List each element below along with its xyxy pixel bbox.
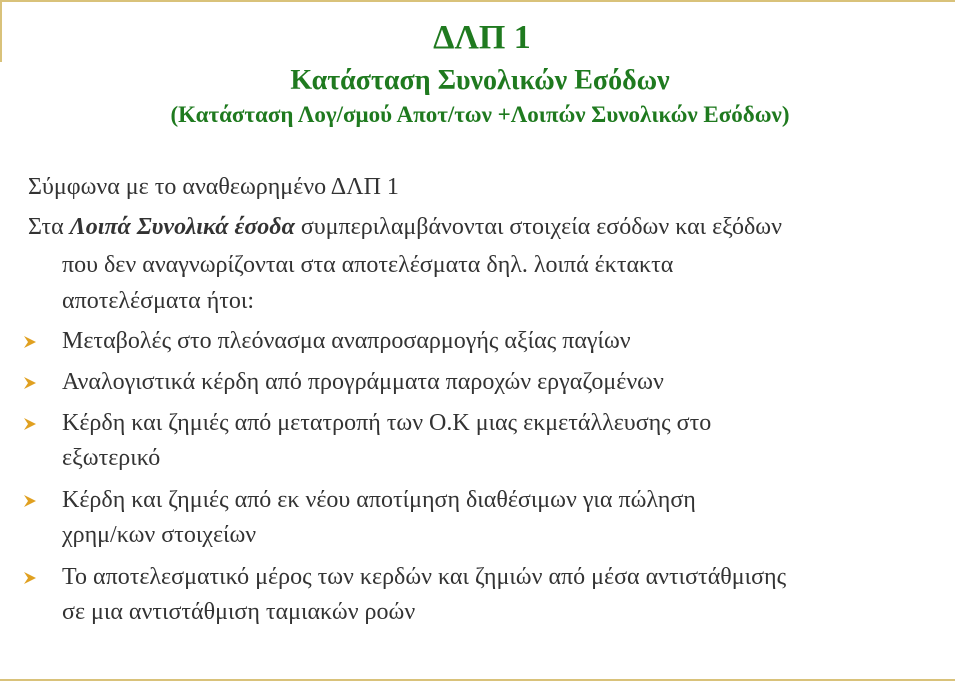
slide-subtitle: Κατάσταση Συνολικών Εσόδων bbox=[290, 65, 670, 96]
slide-frame-bottom bbox=[0, 679, 955, 681]
intro-line-2-emphasis: Λοιπά Συνολικά έσοδα bbox=[69, 214, 295, 240]
arrowhead-bullet-icon bbox=[22, 375, 38, 391]
bullet-1-line-1: Μεταβολές στο πλεόνασμα αναπροσαρμογής αξίας παγίων bbox=[62, 328, 631, 354]
bullet-4-line-2: χρημ/κων στοιχείων bbox=[62, 522, 257, 548]
arrowhead-bullet-icon bbox=[22, 570, 38, 586]
intro-line-4: αποτελέσματα ήτοι: bbox=[62, 288, 255, 314]
bullet-3-line-1: Κέρδη και ζημιές από μετατροπή των Ο.Κ μιας εκμετάλλευσης στο bbox=[62, 410, 712, 436]
bullet-2-line-1: Αναλογιστικά κέρδη από προγράμματα παροχών εργαζομένων bbox=[62, 369, 664, 395]
slide-subtitle-parenthetical: (Κατάσταση Λογ/σμού Αποτ/των +Λοιπών Συνολικών Εσόδων) bbox=[170, 102, 790, 127]
arrowhead-bullet-icon bbox=[22, 334, 38, 350]
slide-title: ΔΛΠ 1 bbox=[433, 19, 531, 56]
arrowhead-bullet-icon bbox=[22, 493, 38, 509]
intro-line-2 bbox=[28, 212, 782, 242]
bullet-3-line-2: εξωτερικό bbox=[62, 445, 161, 471]
bullet-5-line-2: σε μια αντιστάθμιση ταμιακών ροών bbox=[62, 599, 416, 625]
intro-line-2-prefix: Στα bbox=[28, 214, 70, 240]
slide-frame-top bbox=[0, 0, 955, 2]
intro-line-2-rest: συμπεριλαμβάνονται στοιχεία εσόδων και εξόδων bbox=[294, 214, 782, 240]
bullet-4-line-1: Κέρδη και ζημιές από εκ νέου αποτίμηση διαθέσιμων για πώληση bbox=[62, 487, 696, 513]
intro-line-3: που δεν αναγνωρίζονται στα αποτελέσματα δηλ. λοιπά έκτακτα bbox=[62, 252, 674, 278]
arrowhead-bullet-icon bbox=[22, 416, 38, 432]
intro-line-1: Σύμφωνα με το αναθεωρημένο ΔΛΠ 1 bbox=[28, 174, 399, 200]
bullet-5-line-1: Το αποτελεσματικό μέρος των κερδών και ζημιών από μέσα αντιστάθμισης bbox=[62, 564, 787, 590]
